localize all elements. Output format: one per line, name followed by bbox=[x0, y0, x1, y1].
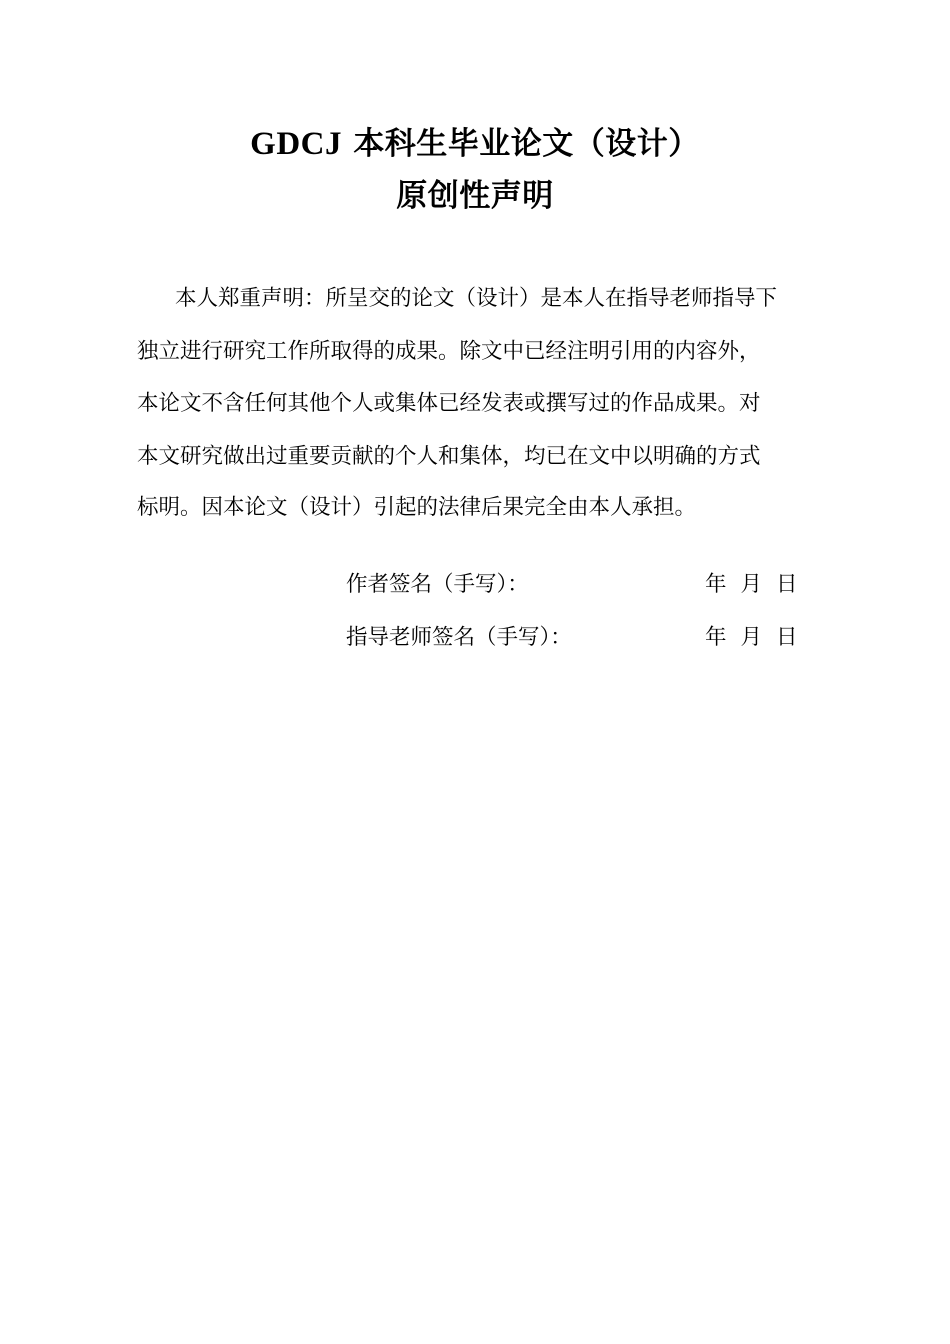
date-month-label: 月 bbox=[740, 625, 763, 650]
date-year-label: 年 bbox=[705, 572, 727, 597]
advisor-signature-row bbox=[346, 623, 816, 653]
declaration-line-1: 本人郑重声明：所呈交的论文（设计）是本人在指导老师指导下 bbox=[175, 286, 778, 311]
author-signature-row bbox=[346, 570, 816, 600]
advisor-signature-date bbox=[705, 623, 798, 653]
date-month-label: 月 bbox=[740, 572, 763, 597]
declaration-line-2: 独立进行研究工作所取得的成果。除文中已经注明引用的内容外， bbox=[137, 339, 761, 364]
title-latin-part: GDCJ bbox=[250, 126, 343, 162]
declaration-line-3: 本论文不含任何其他个人或集体已经发表或撰写过的作品成果。对 bbox=[137, 391, 761, 416]
author-signature-date bbox=[705, 570, 798, 600]
date-day-label: 日 bbox=[776, 572, 798, 597]
document-subtitle: 原创性声明 bbox=[396, 178, 554, 214]
author-signature-label: 作者签名（手写）： bbox=[346, 572, 529, 597]
date-day-label: 日 bbox=[776, 625, 798, 650]
document-title bbox=[0, 124, 950, 164]
date-year-label: 年 bbox=[705, 625, 727, 650]
declaration-line-5: 标明。因本论文（设计）引起的法律后果完全由本人承担。 bbox=[137, 495, 697, 520]
advisor-signature-label: 指导老师签名（手写）： bbox=[346, 625, 572, 650]
title-cjk-part: 本科生毕业论文（设计） bbox=[353, 126, 700, 162]
declaration-line-4: 本文研究做出过重要贡献的个人和集体，均已在文中以明确的方式 bbox=[137, 444, 761, 469]
